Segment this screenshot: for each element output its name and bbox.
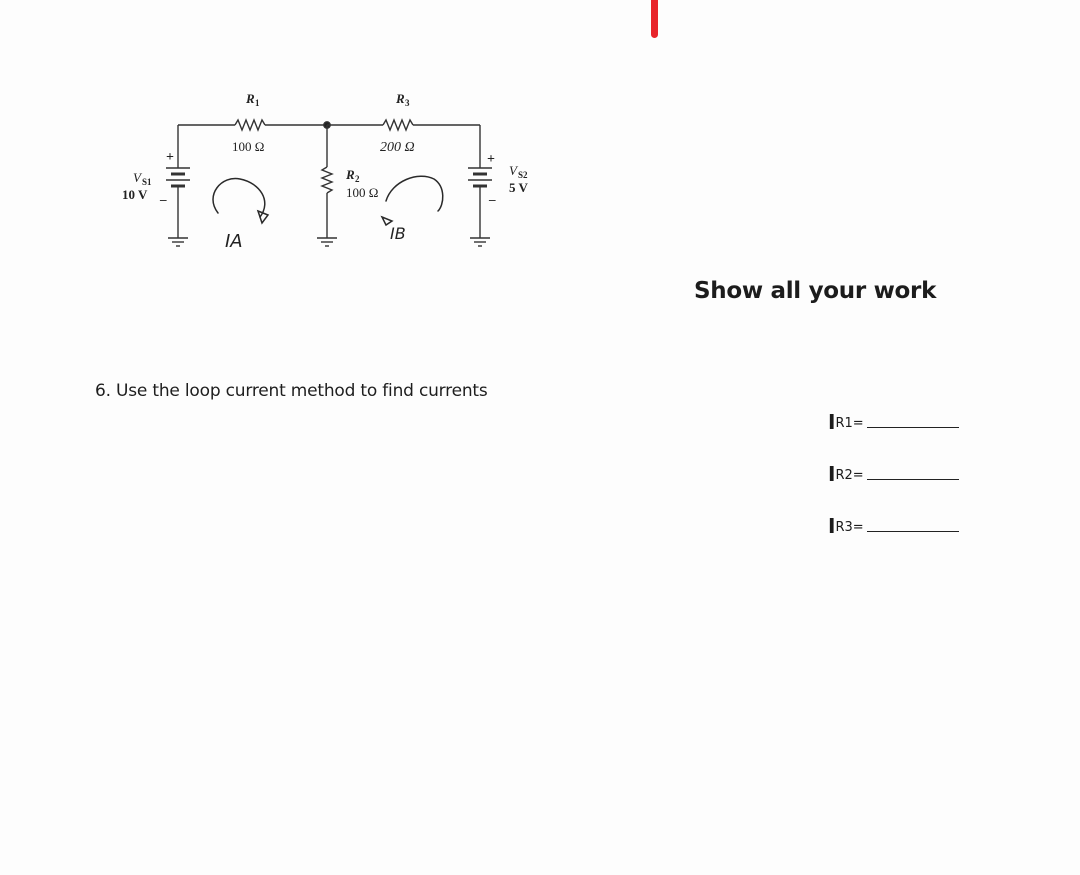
r1-value-label: 100 Ω (232, 139, 265, 154)
r2-resistor (322, 167, 332, 193)
answer-blank-ir3[interactable] (867, 529, 959, 532)
vs2-label-name: V (509, 163, 517, 178)
circuit-diagram (100, 75, 560, 275)
answer-list (828, 380, 968, 536)
vs1-label-name: V (133, 170, 141, 185)
r1-resistor (235, 120, 265, 130)
answer-row-ir1[interactable] (828, 380, 968, 432)
r3-label-sub: 3 (405, 98, 410, 108)
vs2-label-sub: S2 (518, 170, 528, 180)
r3-resistor (383, 120, 413, 130)
r1-label-sub: 1 (255, 98, 260, 108)
r3-value-label: 200 Ω (380, 140, 415, 155)
vs2-minus-sign: _ (489, 187, 496, 202)
answer-blank-ir2[interactable] (867, 477, 959, 480)
vs1-minus-sign: _ (160, 187, 167, 202)
loop-a-arrow (213, 178, 265, 217)
vs2-plus-sign: + (487, 152, 495, 167)
answer-row-ir3[interactable] (828, 484, 968, 536)
answer-subscript: R2= (835, 468, 864, 483)
loop-b-arrow (386, 176, 443, 211)
red-pen-mark (651, 0, 658, 38)
question-text: 6. Use the loop current method to find currents (95, 381, 488, 401)
answer-blank-ir1[interactable] (867, 425, 959, 428)
answer-symbol: I (828, 462, 836, 486)
r2-value-label: 100 Ω (346, 185, 379, 200)
r1-label-name: R (246, 91, 255, 106)
vs2-value-label: 5 V (509, 180, 528, 195)
loop-a-arrowhead (258, 211, 268, 223)
r2-label-sub: 2 (355, 174, 360, 184)
vs1-value-label: 10 V (122, 187, 148, 202)
answer-symbol: I (828, 514, 836, 538)
loop-a-label: IA (225, 231, 243, 252)
r3-label-name: R (396, 91, 405, 106)
vs1-plus-sign: + (166, 150, 174, 165)
answer-symbol: I (828, 410, 836, 434)
answer-subscript: R1= (835, 416, 864, 431)
answer-subscript: R3= (835, 520, 864, 535)
r2-label-name: R (346, 167, 355, 182)
vs1-label-sub: S1 (142, 177, 152, 187)
loop-b-label: IB (390, 224, 406, 243)
answer-row-ir2[interactable] (828, 432, 968, 484)
show-work-instruction: Show all your work (694, 278, 937, 304)
